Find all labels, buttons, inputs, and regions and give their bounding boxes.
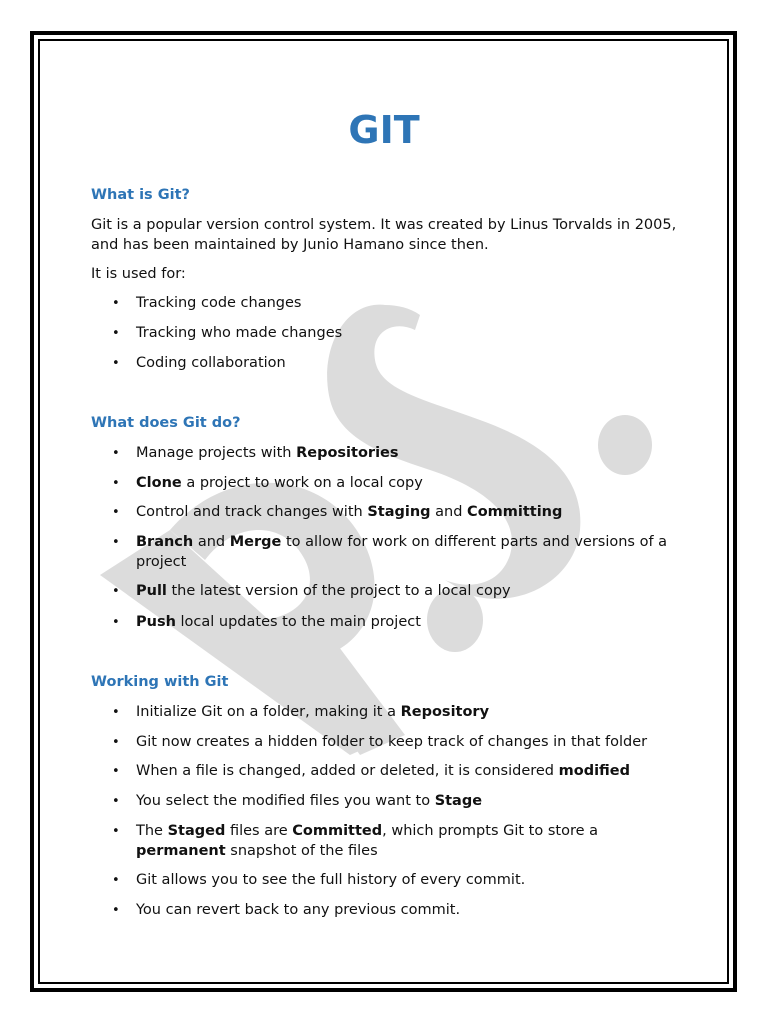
list-item: Pull the latest version of the project to a local copy <box>136 583 511 599</box>
bullet-icon: • <box>112 824 120 839</box>
used-for-label: It is used for: <box>91 266 186 282</box>
bullet-icon: • <box>112 584 120 599</box>
bullet-icon: • <box>112 903 120 918</box>
bullet-icon: • <box>112 505 120 520</box>
list-item: Git allows you to see the full history of every commit. <box>136 872 526 888</box>
page-title: GIT <box>348 108 420 152</box>
bullet-icon: • <box>112 705 120 720</box>
list-item: When a file is changed, added or deleted, it is considered modified <box>136 763 631 779</box>
bullet-icon: • <box>112 794 120 809</box>
heading-what-is-git: What is Git? <box>91 187 190 203</box>
list-item: The Staged files are Committed, which prompts Git to store a permanent snapshot of the files <box>136 823 598 859</box>
list-item: Clone a project to work on a local copy <box>136 475 423 491</box>
list-item: Push local updates to the main project <box>136 614 421 630</box>
bullet-icon: • <box>112 326 120 341</box>
bullet-icon: • <box>112 446 120 461</box>
bullet-icon: • <box>112 296 120 311</box>
list-item: Control and track changes with Staging and Committing <box>136 504 563 520</box>
intro-paragraph: Git is a popular version control system. It was created by Linus Torvalds in 2005, and has been maintained by Junio Hamano since then. <box>91 217 677 253</box>
list-item: Coding collaboration <box>136 355 286 371</box>
list-item: Git now creates a hidden folder to keep track of changes in that folder <box>136 734 648 750</box>
list-item: Tracking who made changes <box>136 325 343 341</box>
list-item: Tracking code changes <box>136 295 302 311</box>
list-item: Initialize Git on a folder, making it a Repository <box>136 704 490 720</box>
bullet-icon: • <box>112 873 120 888</box>
list-item: You select the modified files you want to Stage <box>136 793 483 809</box>
bullet-icon: • <box>112 356 120 371</box>
bullet-icon: • <box>112 764 120 779</box>
list-item: You can revert back to any previous commit. <box>136 902 461 918</box>
bullet-icon: • <box>112 535 120 550</box>
bullet-icon: • <box>112 615 120 630</box>
heading-working-with-git: Working with Git <box>91 674 229 690</box>
bullet-icon: • <box>112 735 120 750</box>
list-item: Branch and Merge to allow for work on different parts and versions of a project <box>136 534 668 570</box>
bullet-icon: • <box>112 476 120 491</box>
list-item: Manage projects with Repositories <box>136 445 399 461</box>
heading-what-does-git-do: What does Git do? <box>91 415 241 431</box>
